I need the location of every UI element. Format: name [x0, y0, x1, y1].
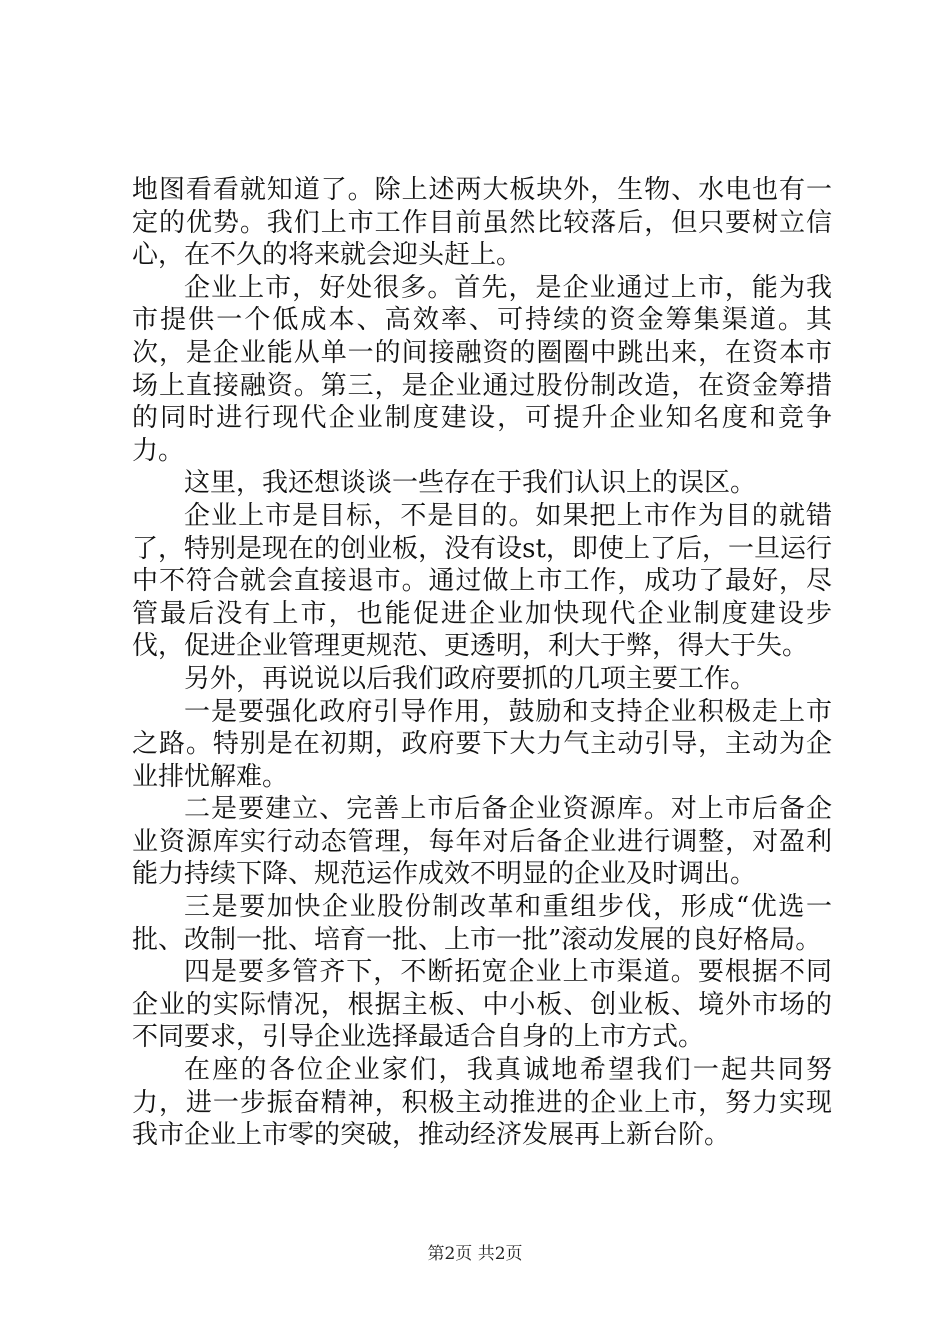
paragraph-9: 四是要多管齐下，不断拓宽企业上市渠道。要根据不同企业的实际情况，根据主板、中小板、创业板、境外市场的不同要求，引导企业选择最适合自身的上市方式。 [132, 957, 832, 1053]
paragraph-7: 二是要建立、完善上市后备企业资源库。对上市后备企业资源库实行动态管理，每年对后备企业进行调整，对盈利能力持续下降、规范运作成效不明显的企业及时调出。 [132, 794, 832, 890]
paragraph-1: 地图看看就知道了。除上述两大板块外，生物、水电也有一定的优势。我们上市工作目前虽然比较落后，但只要树立信心，在不久的将来就会迎头赶上。 [132, 175, 832, 271]
paragraph-6: 一是要强化政府引导作用，鼓励和支持企业积极走上市之路。特别是在初期，政府要下大力气主动引导，主动为企业排忧解难。 [132, 696, 832, 792]
paragraph-5: 另外，再说说以后我们政府要抓的几项主要工作。 [184, 663, 757, 694]
body-text [132, 174, 832, 1152]
page-number: 第2页 [427, 1244, 473, 1264]
paragraph-10: 在座的各位企业家们，我真诚地希望我们一起共同努力，进一步振奋精神，积极主动推进的企业上市，努力实现我市企业上市零的突破，推动经济发展再上新台阶。 [132, 1055, 832, 1151]
paragraph-2: 企业上市，好处很多。首先，是企业通过上市，能为我市提供一个低成本、高效率、可持续的资金筹集渠道。其次，是企业能从单一的间接融资的圈圈中跳出来，在资本市场上直接融资。第三，是企业通过股份制改造，在资金筹措的同时进行现代企业制度建设，可提升企业知名度和竞争力。 [132, 272, 832, 466]
paragraph-3: 这里，我还想谈谈一些存在于我们认识上的误区。 [184, 468, 757, 499]
page-total: 共2页 [477, 1244, 523, 1264]
paragraph-8: 三是要加快企业股份制改革和重组步伐，形成“优选一批、改制一批、培育一批、上市一批”滚动发展的良好格局。 [132, 892, 832, 955]
page-footer [0, 1243, 950, 1265]
paragraph-4: 企业上市是目标，不是目的。如果把上市作为目的就错了，特别是现在的创业板，没有设st，即使上了后，一旦运行中不符合就会直接退市。通过做上市工作，成功了最好，尽管最后没有上市，也能促进企业加快现代企业制度建设步伐，促进企业管理更规范、更透明，利大于弊，得大于失。 [132, 500, 832, 662]
